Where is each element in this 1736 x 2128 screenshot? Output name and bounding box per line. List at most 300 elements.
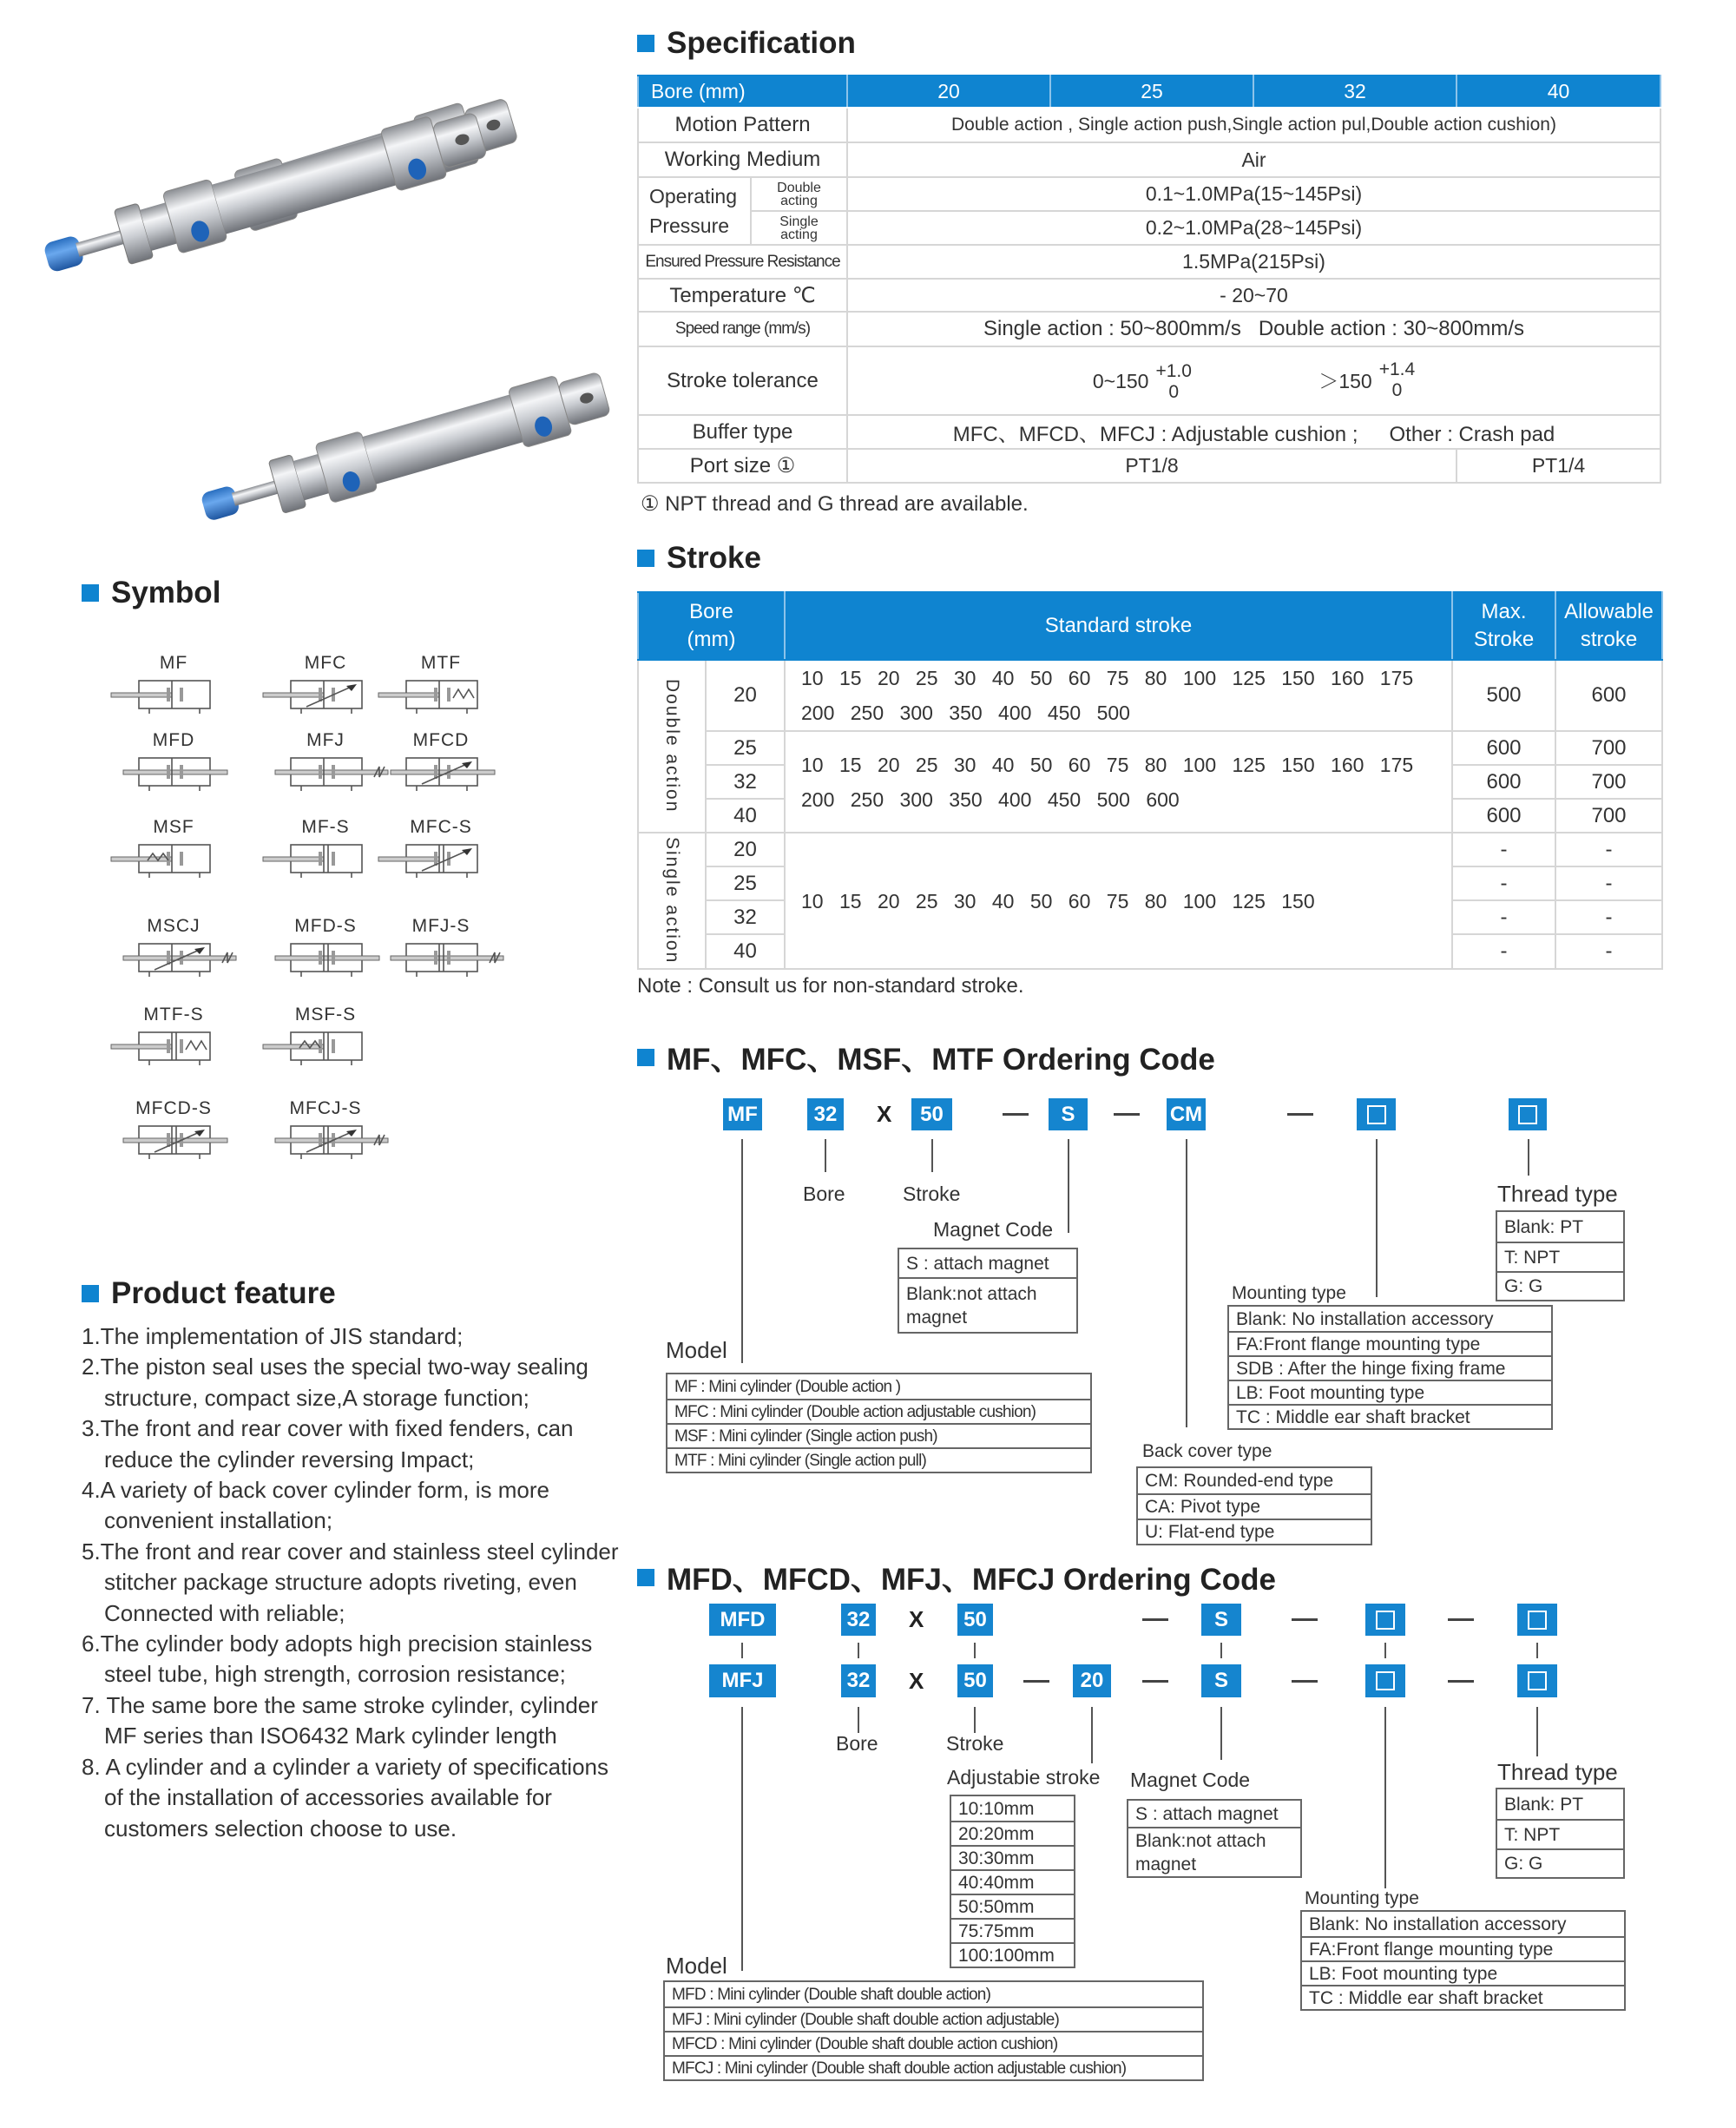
symbol-msf — [104, 817, 243, 889]
max-line2: Stroke — [1473, 628, 1535, 651]
symbol-label: MF-S — [301, 817, 350, 837]
feature-line: Connected with reliable; — [104, 1599, 345, 1626]
option-item: LB: Foot mounting type — [1229, 1380, 1551, 1404]
blank-square-icon — [1376, 1671, 1395, 1690]
piston-rod — [123, 1138, 227, 1143]
option-item: MTF : Mini cylinder (Single action pull) — [667, 1447, 1090, 1472]
cushion-seal — [319, 951, 322, 965]
single-acting-label — [751, 211, 847, 245]
option-item: Blank:not attach magnet — [899, 1277, 1076, 1332]
cylinder-symbol-icon — [104, 675, 243, 721]
piston-rod — [263, 693, 324, 697]
stroke-line: 10 15 20 25 30 40 50 60 75 80 100 125 150 160 175 — [801, 753, 1414, 776]
option-item: FA:Front flange mounting type — [1229, 1331, 1551, 1355]
tolerance-long — [1318, 359, 1415, 401]
standard-stroke-cell: 10 15 20 25 30 40 50 60 75 80 100 125 150 — [785, 833, 1452, 969]
magnet-options — [1127, 1799, 1302, 1878]
cushion-seal — [167, 1039, 170, 1053]
magnet-options — [898, 1248, 1078, 1334]
bore-header: Bore (mm) — [638, 76, 847, 108]
symbol-mtf-s — [104, 1005, 243, 1077]
spec-row-temperature — [638, 279, 1660, 312]
speed-value: Single action : 50~800mm/s Double action : 30~800mm/s — [847, 312, 1660, 346]
bore-cell: 40 — [706, 934, 785, 969]
dash — [1003, 1113, 1029, 1116]
spec-header-row — [638, 76, 1660, 108]
times-sign: X — [909, 1606, 924, 1632]
option-item: U: Flat-end type — [1138, 1519, 1371, 1544]
cushion-seal — [332, 765, 335, 779]
max-stroke-cell: 500 — [1452, 660, 1555, 731]
option-item: 30:30mm — [951, 1845, 1074, 1869]
option-item: Blank:not attach magnet — [1128, 1827, 1300, 1876]
specification-heading — [637, 26, 856, 61]
option-item: LB: Foot mounting type — [1302, 1960, 1624, 1985]
bore-line1: Bore — [689, 600, 733, 623]
max-stroke-cell: - — [1452, 900, 1555, 934]
cushion-seal — [180, 688, 183, 702]
double-action-label: Double action — [662, 679, 682, 814]
symbol-label: MFJ — [306, 730, 345, 750]
product-feature-heading — [82, 1276, 336, 1311]
option-item: 100:100mm — [951, 1942, 1074, 1967]
cylinder-symbol-icon — [104, 840, 243, 885]
temperature-label: Temperature ℃ — [638, 279, 847, 312]
code-magnet-box: S — [1201, 1604, 1241, 1636]
cushion-seal — [447, 951, 450, 965]
option-item: 50:50mm — [951, 1894, 1074, 1918]
single-action-label: Single action — [662, 837, 682, 965]
connector-line — [931, 1139, 933, 1172]
mounting-type-label: Mounting type — [1305, 1888, 1419, 1908]
cylinder-symbol-icon — [372, 753, 510, 798]
code-model-box: MF — [723, 1098, 762, 1130]
connector-line — [825, 1139, 826, 1172]
option-item: Blank: PT — [1504, 1794, 1584, 1815]
connector-line — [1376, 1139, 1378, 1297]
cylinder-symbol-icon — [104, 753, 243, 798]
bullet-square-icon — [637, 1569, 654, 1586]
connector-line — [741, 1707, 743, 1971]
code-thread-box — [1509, 1098, 1547, 1130]
feature-line: convenient installation; — [104, 1507, 333, 1534]
option-item: FA:Front flange mounting type — [1302, 1936, 1624, 1960]
feature-line: 1.The implementation of JIS standard; — [82, 1323, 464, 1349]
resistance-value: 1.5MPa(215Psi) — [847, 245, 1660, 279]
bore-cell: 32 — [706, 900, 785, 934]
tolerance-range: ＞150 — [1318, 370, 1372, 392]
option-item: S : attach magnet — [1135, 1803, 1279, 1824]
symbol-label: MFD-S — [294, 916, 357, 936]
option-item: TC : Middle ear shaft bracket — [1302, 1985, 1624, 2009]
thread-type-label: Thread type — [1497, 1181, 1618, 1207]
single-acting-line2: acting — [780, 227, 818, 242]
dash — [1114, 1113, 1140, 1116]
code-thread-box — [1517, 1664, 1557, 1697]
feature-line: 7. The same bore the same stroke cylinder, cylinder — [82, 1691, 598, 1718]
blank-square-icon — [1518, 1105, 1537, 1124]
feature-line: customers selection choose to use. — [104, 1815, 457, 1841]
adjustable-stroke-label: Adjustabie stroke — [947, 1766, 1101, 1789]
cushion-seal — [434, 688, 437, 702]
resistance-label: Ensured Pressure Resistance — [638, 245, 847, 279]
bore-20: 20 — [847, 76, 1050, 108]
product-feature-title: Product feature — [111, 1276, 336, 1310]
feature-item — [82, 1352, 619, 1413]
option-item: MFCD : Mini cylinder (Double shaft double action cushion) — [665, 2031, 1202, 2055]
bore-25: 25 — [1050, 76, 1253, 108]
stroke-line: 200 250 300 350 400 450 500 600 — [801, 787, 1180, 811]
double-acting-line1: Double — [777, 180, 821, 195]
piston-rod — [111, 1044, 172, 1049]
spring-icon — [453, 689, 474, 698]
feature-item — [82, 1537, 619, 1629]
mounting-options — [1300, 1910, 1626, 2011]
symbol-label: MFC-S — [410, 817, 472, 837]
spec-row-motion — [638, 108, 1660, 142]
allowable-stroke-cell: 700 — [1555, 799, 1662, 833]
symbol-label: MSF — [153, 817, 194, 837]
symbol-mfcd — [372, 730, 510, 802]
dash — [1142, 1618, 1168, 1621]
symbol-mf — [104, 653, 243, 725]
option-item: SDB : After the hinge fixing frame — [1229, 1355, 1551, 1380]
piston-rod — [263, 857, 324, 861]
buffer-label: Buffer type — [638, 415, 847, 449]
buffer-value-adjustable: MFC、MFCD、MFCJ : Adjustable cushion ; — [952, 423, 1358, 446]
stroke-bore-header — [638, 592, 785, 660]
double-acting-label — [751, 177, 847, 211]
magnet-code-label: Magnet Code — [933, 1218, 1054, 1241]
dash — [1023, 1680, 1049, 1683]
cylinder-symbol-icon — [104, 1121, 243, 1166]
ordering1-heading — [637, 1036, 1215, 1079]
code-model-box: MFD — [709, 1604, 776, 1636]
buffer-value — [847, 415, 1660, 449]
connector-line — [1536, 1707, 1538, 1756]
option-item: MFCJ : Mini cylinder (Double shaft double action adjustable cushion) — [665, 2055, 1202, 2079]
back-cover-options — [1136, 1466, 1372, 1545]
feature-line: 5.The front and rear cover and stainless steel cylinder — [82, 1538, 619, 1565]
times-sign: X — [909, 1668, 924, 1694]
option-item: Blank: No installation accessory — [1236, 1308, 1494, 1329]
spec-row-buffer — [638, 415, 1660, 449]
option-item: 75:75mm — [951, 1918, 1074, 1942]
code-bore-box: 32 — [807, 1098, 844, 1130]
option-item: MSF : Mini cylinder (Single action push) — [667, 1423, 1090, 1447]
stroke-label: Stroke — [946, 1732, 1004, 1755]
model-label: Model — [666, 1337, 727, 1363]
connector-line — [1068, 1139, 1069, 1233]
single-pressure-value: 0.2~1.0MPa(28~145Psi) — [847, 211, 1660, 245]
dash — [1448, 1618, 1474, 1621]
symbol-mtf — [372, 653, 510, 725]
option-item: TC : Middle ear shaft bracket — [1229, 1404, 1551, 1428]
bore-cell: 25 — [706, 731, 785, 765]
feature-item — [82, 1413, 619, 1475]
spec-row-resistance — [638, 245, 1660, 279]
option-item: Blank: No installation accessory — [1309, 1914, 1567, 1934]
symbol-title: Symbol — [111, 576, 221, 609]
temperature-value: - 20~70 — [847, 279, 1660, 312]
connector-line — [1384, 1707, 1386, 1888]
option-item: CA: Pivot type — [1138, 1493, 1371, 1519]
buffer-value-other: Other : Crash pad — [1389, 423, 1555, 446]
connector-line — [1528, 1139, 1529, 1176]
connector-line — [1536, 1643, 1538, 1658]
symbol-label: MFD — [152, 730, 195, 750]
blank-square-icon — [1376, 1611, 1395, 1630]
option-item: S : attach magnet — [906, 1253, 1049, 1274]
symbol-mfj-s — [372, 916, 510, 988]
cushion-seal — [447, 688, 450, 702]
symbol-mfc-s — [372, 817, 510, 889]
bullet-square-icon — [82, 1285, 99, 1302]
stroke-row-single-20 — [638, 833, 1662, 866]
standard-stroke-cell — [785, 660, 1452, 731]
pressure-label-line2: Pressure — [649, 214, 730, 237]
allowable-stroke-cell: - — [1555, 866, 1662, 900]
tolerance-lower: 0 — [1391, 379, 1403, 400]
piston-rod — [123, 770, 227, 774]
thread-options — [1496, 1788, 1625, 1879]
connector-line — [974, 1643, 976, 1658]
double-pressure-value: 0.1~1.0MPa(15~145Psi) — [847, 177, 1660, 211]
pressure-label-line1: Operating — [649, 185, 738, 208]
max-line1: Max. — [1481, 600, 1527, 623]
bullet-square-icon — [637, 35, 654, 52]
connector-line — [741, 1139, 743, 1363]
medium-label: Working Medium — [638, 142, 847, 177]
symbol-mfcj-s — [256, 1098, 395, 1170]
bullet-square-icon — [637, 1049, 654, 1066]
model-options — [666, 1373, 1092, 1473]
tolerance-range: 0~150 — [1092, 370, 1149, 392]
feature-line: structure, compact size,A storage function; — [104, 1384, 529, 1411]
stroke-line: 10 15 20 25 30 40 50 60 75 80 100 125 150 160 175 — [801, 667, 1414, 689]
tolerance-lower: 0 — [1168, 381, 1180, 402]
cushion-seal — [332, 1039, 335, 1053]
code-mounting-box — [1357, 1098, 1396, 1130]
bore-cell: 20 — [706, 660, 785, 731]
option-item: MFC : Mini cylinder (Double action adjustable cushion) — [667, 1399, 1090, 1423]
port-large-value: PT1/4 — [1457, 449, 1660, 483]
feature-line: 2.The piston seal uses the special two-way sealing — [82, 1354, 589, 1380]
piston-rod — [263, 1044, 324, 1049]
cylinder-symbol-icon — [104, 1027, 243, 1072]
tolerance-value — [847, 346, 1660, 415]
spec-row-pressure-double — [638, 177, 1660, 211]
max-stroke-cell: 600 — [1452, 765, 1555, 799]
max-stroke-cell: - — [1452, 833, 1555, 866]
model-options — [663, 1980, 1204, 2081]
symbol-label: MFCJ-S — [289, 1098, 362, 1118]
thread-type-label: Thread type — [1497, 1759, 1618, 1785]
cylinder-symbol-icon — [104, 939, 243, 984]
dash — [1142, 1680, 1168, 1683]
cylinder-symbol-icon — [372, 840, 510, 885]
stroke-header-row — [638, 592, 1662, 660]
symbol-label: MFCD-S — [135, 1098, 212, 1118]
max-stroke-cell: - — [1452, 866, 1555, 900]
stroke-table — [637, 591, 1663, 970]
magnet-code-label: Magnet Code — [1130, 1769, 1251, 1791]
symbol-heading — [82, 576, 220, 610]
dash — [1292, 1680, 1318, 1683]
option-item: G: G — [1497, 1271, 1623, 1300]
code-adjustable-stroke-box: 20 — [1073, 1664, 1111, 1697]
ordering2-heading — [637, 1556, 1276, 1599]
motion-value: Double action , Single action push,Single action pul,Double action cushion) — [847, 108, 1660, 142]
cylinder-photo — [195, 364, 613, 537]
thread-options — [1496, 1210, 1625, 1301]
tolerance-short — [1093, 361, 1192, 403]
stroke-note: Note : Consult us for non-standard stroke. — [637, 974, 1024, 998]
feature-item — [82, 1475, 619, 1537]
option-item: T: NPT — [1497, 1819, 1623, 1848]
feature-item — [82, 1690, 619, 1752]
cylinder-symbol-icon — [372, 675, 510, 721]
connector-line — [858, 1643, 859, 1658]
feature-line: 3.The front and rear cover with fixed fenders, can — [82, 1415, 574, 1442]
allowable-stroke-cell: 700 — [1555, 765, 1662, 799]
cushion-seal — [180, 1039, 183, 1053]
feature-item — [82, 1752, 619, 1844]
allowable-stroke-cell: - — [1555, 900, 1662, 934]
stroke-heading — [637, 541, 761, 576]
option-item: G: G — [1497, 1848, 1623, 1877]
cylinder-tube — [212, 136, 396, 234]
spec-row-pressure-single — [638, 211, 1660, 245]
connector-line — [974, 1707, 976, 1733]
spec-row-tolerance — [638, 346, 1660, 415]
spec-row-port — [638, 449, 1660, 483]
blank-square-icon — [1367, 1105, 1386, 1124]
allow-line1: Allowable — [1564, 600, 1654, 623]
stroke-row-double-20 — [638, 660, 1662, 731]
symbol-label: MSCJ — [147, 916, 201, 936]
standard-stroke-header: Standard stroke — [785, 592, 1452, 660]
back-cover-type-label: Back cover type — [1142, 1441, 1272, 1461]
single-action-group — [638, 833, 706, 969]
port-label: Port size ① — [638, 449, 847, 483]
bore-32: 32 — [1253, 76, 1457, 108]
cushion-seal — [180, 852, 183, 866]
medium-value: Air — [847, 142, 1660, 177]
option-item: 20:20mm — [951, 1821, 1074, 1845]
connector-line — [741, 1643, 743, 1658]
motion-label: Motion Pattern — [638, 108, 847, 142]
code-stroke-box: 50 — [957, 1664, 993, 1697]
mounting-type-label: Mounting type — [1232, 1283, 1346, 1303]
symbol-label: MFJ-S — [411, 916, 470, 936]
cushion-seal — [332, 951, 335, 965]
max-stroke-cell: 600 — [1452, 799, 1555, 833]
connector-line — [1091, 1707, 1093, 1763]
code-thread-box — [1517, 1604, 1557, 1636]
cushion-seal — [434, 951, 437, 965]
cylinder-symbol-icon — [256, 1121, 395, 1166]
piston-rod — [111, 857, 172, 861]
connector-line — [1384, 1643, 1386, 1658]
piston-rod — [111, 693, 172, 697]
option-item: Blank: PT — [1504, 1216, 1584, 1237]
bore-cell: 40 — [706, 799, 785, 833]
dash — [1448, 1680, 1474, 1683]
connector-line — [1220, 1707, 1222, 1760]
option-item: MFD : Mini cylinder (Double shaft double action) — [672, 1985, 991, 2004]
connector-line — [858, 1707, 859, 1733]
tolerance-label: Stroke tolerance — [638, 346, 847, 415]
option-item: CM: Rounded-end type — [1145, 1471, 1334, 1491]
code-stroke-box: 50 — [911, 1098, 952, 1130]
feature-line: stitcher package structure adopts riveting, even — [104, 1569, 577, 1596]
cushion-seal — [319, 852, 322, 866]
feature-line: 4.A variety of back cover cylinder form, is more — [82, 1477, 549, 1504]
single-acting-line1: Single — [779, 214, 819, 229]
ordering2-title: MFD、MFCD、MFJ、MFCJ Ordering Code — [667, 1563, 1276, 1597]
times-sign: X — [877, 1101, 892, 1127]
feature-line: of the installation of accessories available for — [104, 1784, 552, 1811]
cushion-seal — [180, 765, 183, 779]
dash — [1287, 1113, 1313, 1116]
spec-note: ① NPT thread and G thread are available. — [641, 492, 1029, 516]
option-item: 10:10mm — [958, 1798, 1035, 1819]
spec-row-medium — [638, 142, 1660, 177]
tolerance-upper: +1.4 — [1378, 359, 1416, 379]
product-photos — [35, 43, 642, 547]
spec-row-speed — [638, 312, 1660, 346]
symbol-label: MFC — [304, 653, 347, 673]
feature-item — [82, 1629, 619, 1690]
code-model-box: MFJ — [709, 1664, 776, 1697]
bore-cell: 32 — [706, 765, 785, 799]
option-item: 40:40mm — [951, 1869, 1074, 1894]
bullet-square-icon — [82, 584, 99, 602]
feature-line: steel tube, high strength, corrosion resistance; — [104, 1661, 566, 1688]
feature-line: 6.The cylinder body adopts high precision stainless — [82, 1631, 593, 1657]
code-magnet-box: S — [1049, 1098, 1088, 1130]
specification-title: Specification — [667, 26, 856, 60]
mounting-options — [1227, 1305, 1553, 1430]
adjustable-stroke-options — [950, 1795, 1075, 1968]
symbol-mscj — [104, 916, 243, 988]
allowable-stroke-cell: - — [1555, 833, 1662, 866]
code-bore-box: 32 — [841, 1604, 876, 1636]
code-stroke-box: 50 — [957, 1604, 993, 1636]
bore-line2: (mm) — [687, 628, 736, 651]
cylinder-symbol-icon — [256, 1027, 395, 1072]
max-stroke-header — [1452, 592, 1555, 660]
symbol-mfcd-s — [104, 1098, 243, 1170]
option-item: T: NPT — [1497, 1242, 1623, 1271]
cylinder-photo — [38, 103, 490, 289]
blank-square-icon — [1528, 1671, 1547, 1690]
piston-rod — [378, 693, 439, 697]
tolerance-upper: +1.0 — [1155, 360, 1192, 381]
allowable-stroke-cell: 700 — [1555, 731, 1662, 765]
speed-label: Speed range (mm/s) — [638, 312, 847, 346]
stroke-label: Stroke — [903, 1183, 961, 1205]
bore-label: Bore — [803, 1183, 845, 1205]
piston-rod — [391, 770, 495, 774]
bullet-square-icon — [637, 550, 654, 567]
bore-40: 40 — [1457, 76, 1660, 108]
allowable-stroke-header — [1555, 592, 1662, 660]
symbol-mfd — [104, 730, 243, 802]
symbol-label: MSF-S — [294, 1005, 357, 1024]
connector-line — [1186, 1139, 1187, 1427]
